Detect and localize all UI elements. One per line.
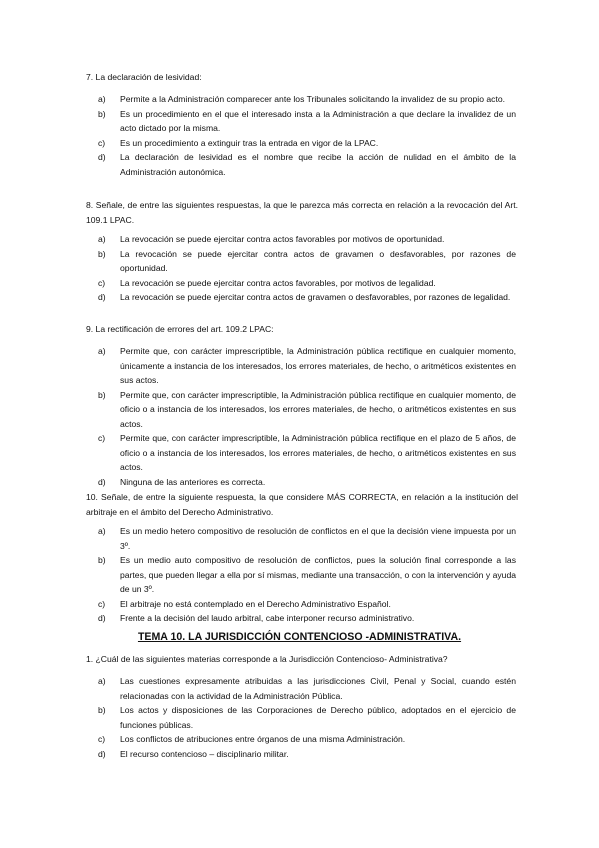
tema10-question-1-option-c: c) Los conflictos de atribuciones entre órganos de una misma Administración. (98, 734, 406, 744)
tema10-question-1-stem: 1. ¿Cuál de las siguientes materias corresponde a la Jurisdicción Contencioso- Administrativa? (86, 654, 448, 664)
question-9-option-a: a) Permite que, con carácter imprescriptible, la Administración pública rectifique en cualquier momento, únicamente a instancia de los interesados, los errores materiales, de hecho, o aritméticos existentes en sus actos. (98, 346, 516, 385)
question-8-stem: 8. Señale, de entre las siguientes respuestas, la que le parezca más correcta en relación a la revocación del Art. 109.1 LPAC. (86, 200, 518, 225)
question-9-option-d: d) Ninguna de las anteriores es correcta. (98, 476, 266, 487)
question-9-option-c: c) Permite que, con carácter imprescriptible, la Administración pública rectifique en el plazo de 5 años, de oficio o a instancia de los interesados, los errores materiales, de hecho, o aritméticos existentes en sus actos. (98, 433, 516, 472)
question-9-option-b: b) Permite que, con carácter imprescriptible, la Administración pública rectifique en cualquier momento, de oficio o a instancia de los interesados, los errores materiales, de hecho, o aritméticos existentes en sus actos. (98, 389, 516, 429)
tema10-question-1-options (98, 674, 516, 761)
question-10-stem: 10. Señale, de entre la siguiente respuesta, la que considere MÁS CORRECTA, en relación a la institución del arbitraje en el ámbito del Derecho Administrativo. (86, 492, 518, 517)
question-8-option-c: c) La revocación se puede ejercitar contra actos favorables, por motivos de legalidad. (98, 277, 436, 288)
question-9-options (98, 344, 516, 489)
section-title: TEMA 10. LA JURISDICCIÓN CONTENCIOSO -ADMINISTRATIVA. (137, 631, 462, 643)
question-7-option-a: a) Permite a la Administración comparecer ante los Tribunales solicitando la invalidez de su propio acto. (98, 94, 506, 104)
tema10-question-1-option-a: a) Las cuestiones expresamente atribuidas a las jurisdicciones Civil, Penal y Social, cuando estén relacionadas con la actividad de la Administración Pública. (98, 676, 516, 701)
question-7-option-b: b) Es un procedimiento en el que el interesado insta a la Administración a que declare la invalidez de un acto dictado por la misma. (98, 108, 516, 133)
question-10-option-c: c) El arbitraje no está contemplado en el Derecho Administrativo Español. (98, 598, 391, 609)
question-10-option-d: d) Frente a la decisión del laudo arbitral, cabe interponer recurso administrativo. (98, 613, 415, 623)
question-9-stem: 9. La rectificación de errores del art. 109.2 LPAC: (86, 324, 274, 334)
question-8-option-b: b) La revocación se puede ejercitar contra actos de gravamen o desfavorables, por razones de oportunidad. (98, 248, 516, 273)
question-8-options (98, 232, 516, 305)
question-8-option-d: d) La revocación se puede ejercitar contra actos de gravamen o desfavorables, por razones de legalidad. (98, 292, 511, 302)
question-7-options (98, 92, 516, 179)
question-10-option-b: b) Es un medio auto compositivo de resolución de conflictos, pues la solución final corresponde a las partes, que pueden llegar a ella por sí mismas, mediante una transacción, o con la intervención y ayuda de un 3º. (98, 555, 516, 594)
tema10-question-1-option-d: d) El recurso contencioso – disciplinario militar. (98, 748, 289, 759)
question-7-stem: 7. La declaración de lesividad: (86, 72, 202, 82)
question-7-option-c: c) Es un procedimiento a extinguir tras la entrada en vigor de la LPAC. (98, 137, 379, 148)
question-7-option-d: d) La declaración de lesividad es el nombre que recibe la acción de nulidad en el ámbito de la Administración autonómica. (98, 152, 516, 177)
tema10-question-1-option-b: b) Los actos y disposiciones de las Corporaciones de Derecho público, adoptados en el ejercicio de funciones públicas. (98, 705, 516, 730)
question-10-options (98, 524, 516, 626)
question-10-option-a: a) Es un medio hetero compositivo de resolución de conflictos en el que la decisión viene impuesta por un 3º. (98, 526, 516, 551)
question-8-option-a: a) La revocación se puede ejercitar contra actos favorables por motivos de oportunidad. (98, 234, 445, 244)
